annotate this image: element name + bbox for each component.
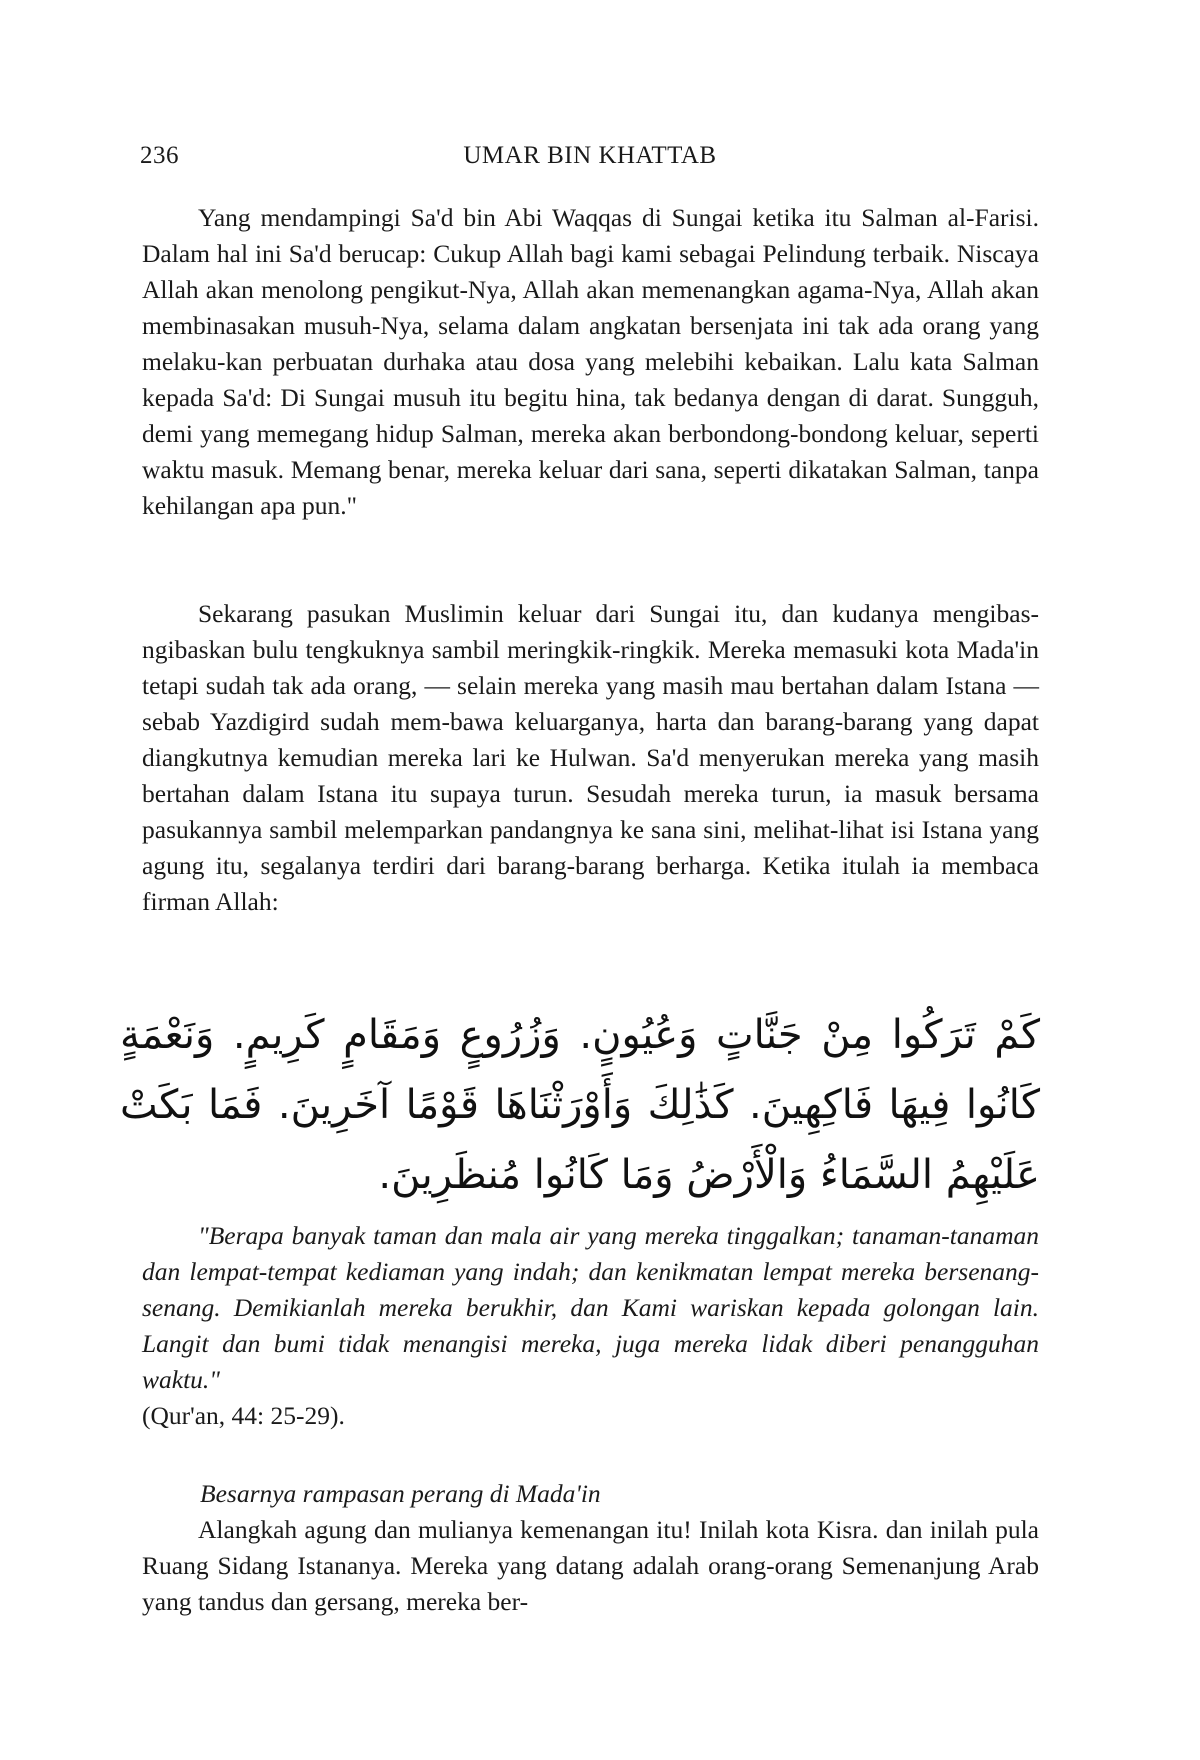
paragraph-victory — [142, 1512, 1039, 1620]
paragraph-madain — [142, 596, 1039, 920]
paragraph-salman — [142, 200, 1039, 524]
paragraph-text: Yang mendampingi Sa'd bin Abi Waqqas di Sungai ketika itu Salman al-Farisi. Dalam hal ini Sa'd berucap: Cukup Allah bagi kami sebagai Pelindung terbaik. Niscaya Allah akan menolong pengikut-Nya, Allah akan memenangkan agama-Nya, Allah akan membinasakan musuh-Nya, selama dalam angkatan bersenjata ini tak ada orang yang melaku-kan perbuatan durhaka atau dosa yang melebihi kebaikan. Lalu kata Salman kepada Sa'd: Di Sungai musuh itu begitu hina, tak bedanya dengan di darat. Sungguh, demi yang memegang hidup Salman, mereka akan berbondong-bondong keluar, seperti waktu masuk. Memang benar, mereka keluar dari sana, seperti dikatakan Salman, tanpa kehilangan apa pun." — [142, 203, 1039, 520]
page-number: 236 — [140, 142, 179, 169]
arabic-verse: كَمْ تَرَكُوا مِنْ جَنَّاتٍ وَعُيُونٍ. وَزُرُوعٍ وَمَقَامٍ كَرِيمٍ. وَنَعْمَةٍ كَانُوا فِيهَا فَاكِهِينَ. كَذَٰلِكَ وَأَوْرَثْنَاهَا قَوْمًا آخَرِينَ. فَمَا بَكَتْ عَلَيْهِمُ السَّمَاءُ وَالْأَرْضُ وَمَا كَانُوا مُنظَرِينَ. — [120, 1012, 1040, 1198]
verse-translation — [142, 1218, 1039, 1434]
translation-text: "Berapa banyak taman dan mala air yang mereka tinggalkan; tanaman-tanaman dan lempat-tempat kediaman yang indah; dan kenikmatan lempat mereka bersenang-senang. Demikianlah mereka berukhir, dan Kami wariskan kepada golongan lain. Langit dan bumi tidak menangisi mereka, juga mereka lidak diberi penangguhan waktu." — [142, 1221, 1039, 1394]
running-title: UMAR BIN KHATTAB — [463, 142, 717, 169]
paragraph-text: Alangkah agung dan mulianya kemenangan itu! Inilah kota Kisra. dan inilah pula Ruang Sidang Istananya. Mereka yang datang adalah orang-orang Semenanjung Arab yang tandus dan gersang, mereka ber- — [142, 1515, 1039, 1616]
paragraph-text: Sekarang pasukan Muslimin keluar dari Sungai itu, dan kudanya mengibas-ngibaskan bulu tengkuknya sambil meringkik-ringkik. Mereka memasuki kota Mada'in tetapi sudah tak ada orang, — selain mereka yang masih mau bertahan dalam Istana — sebab Yazdigird sudah mem-bawa keluarganya, harta dan barang-barang yang dapat diangkutnya kemudian mereka lari ke Hulwan. Sa'd menyerukan mereka yang masih bertahan dalam Istana itu supaya turun. Sesudah mereka turun, ia masuk bersama pasukannya sambil melemparkan pandangnya ke sana sini, melihat-lihat isi Istana yang agung itu, segalanya terdiri dari barang-barang berharga. Ketika itulah ia membaca firman Allah: — [142, 599, 1039, 916]
section-heading: Besarnya rampasan perang di Mada'in — [200, 1479, 601, 1508]
page-header — [140, 142, 1040, 182]
verse-reference: (Qur'an, 44: 25-29). — [142, 1401, 345, 1430]
